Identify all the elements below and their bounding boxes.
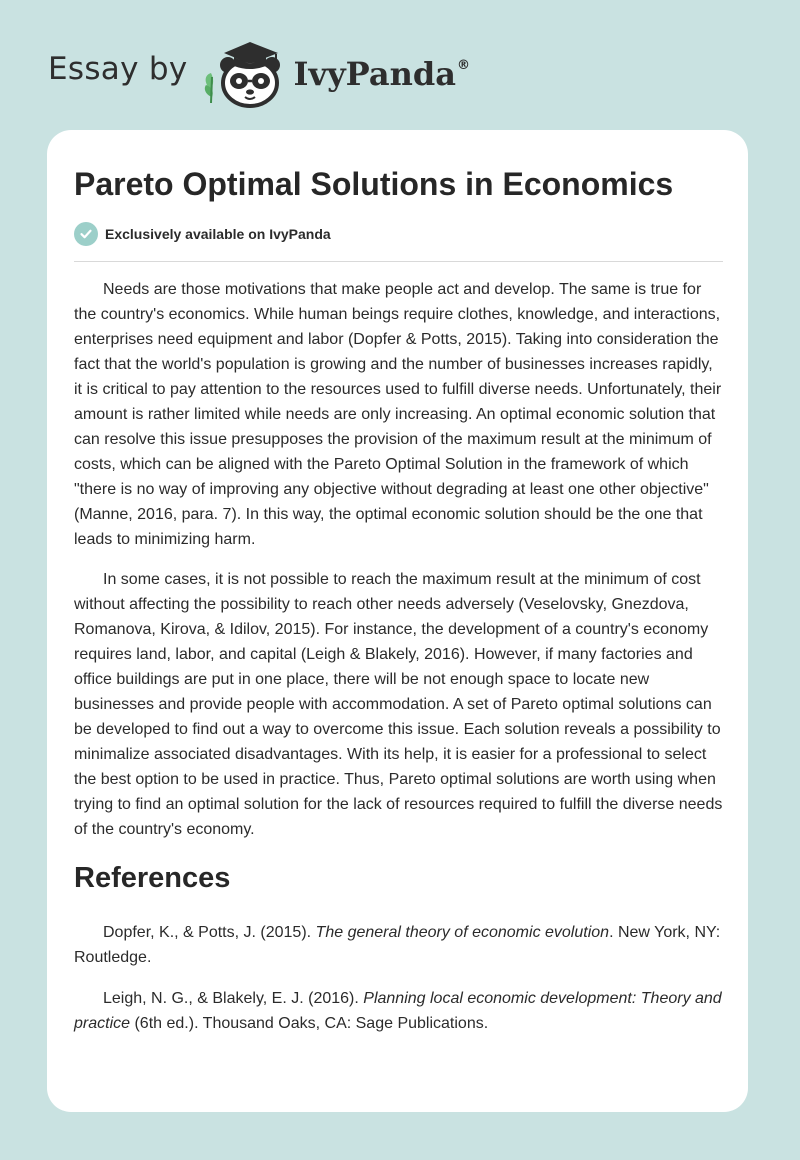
exclusive-badge (74, 222, 331, 246)
essay-body (74, 277, 723, 857)
divider (74, 261, 723, 262)
references-heading: References (74, 862, 231, 894)
brand-header (48, 38, 470, 108)
brand-prefix: Essay by (48, 51, 188, 87)
exclusive-badge-label: Exclusively available on IvyPanda (105, 226, 331, 242)
reference-item: Dopfer, K., & Potts, J. (2015). The general theory of economic evolution. New York, NY: Routledge. (74, 924, 721, 966)
reference-title: Planning local economic development: Theory and practice (74, 990, 722, 1032)
references-list (74, 920, 723, 1052)
body-paragraph: Needs are those motivations that make people act and develop. The same is true for the country's economics. While human beings require clothes, knowledge, and interactions, enterprises need equipment and labor (Dopfer & Potts, 2015). Taking into consideration the fact that the world's population is growing and the number of businesses increases rapidly, it is critical to pay attention to the resources used to fulfill diverse needs. Unfortunately, their amount is rather limited while needs are only increasing. An optimal economic solution that can resolve this issue presupposes the provision of the maximum result at the minimum of costs, which can be aligned with the Pareto Optimal Solution in the framework of which "there is no way of improving any objective without degrading at least one other objective" (Manne, 2016, para. 7). In this way, the optimal economic solution should be the one that leads to minimizing harm. (74, 281, 722, 548)
page-title: Pareto Optimal Solutions in Economics (74, 166, 674, 202)
panda-logo-icon[interactable] (202, 37, 292, 109)
body-paragraph: In some cases, it is not possible to reach the maximum result at the minimum of cost without affecting the possibility to reach other needs adversely (Veselovsky, Gnezdova, Romanova, Kirova, & Idilov, 2015). For instance, the development of a country's economy requires land, labor, and capital (Leigh & Blakely, 2016). However, if many factories and office buildings are put in one place, there will be not enough space to locate new businesses and provide people with accommodation. A set of Pareto optimal solutions can be developed to find out a way to overcome this issue. Each solution reveals a possibility to minimalize associated disadvantages. With its help, it is easier for a professional to select the best option to be used in practice. Thus, Pareto optimal solutions are worth using when trying to find an optimal solution for the lack of resources required to fulfill the diverse needs of the country's economy. (74, 571, 723, 838)
essay-card (47, 130, 748, 1112)
reference-title: The general theory of economic evolution (315, 924, 610, 941)
registered-mark: ® (456, 58, 470, 73)
reference-item: Leigh, N. G., & Blakely, E. J. (2016). Planning local economic development: Theory and practice (6th ed.). Thousand Oaks, CA: Sage Publications. (74, 990, 722, 1032)
brand-name[interactable]: IvyPanda® (293, 55, 470, 93)
check-circle-icon (74, 222, 98, 246)
